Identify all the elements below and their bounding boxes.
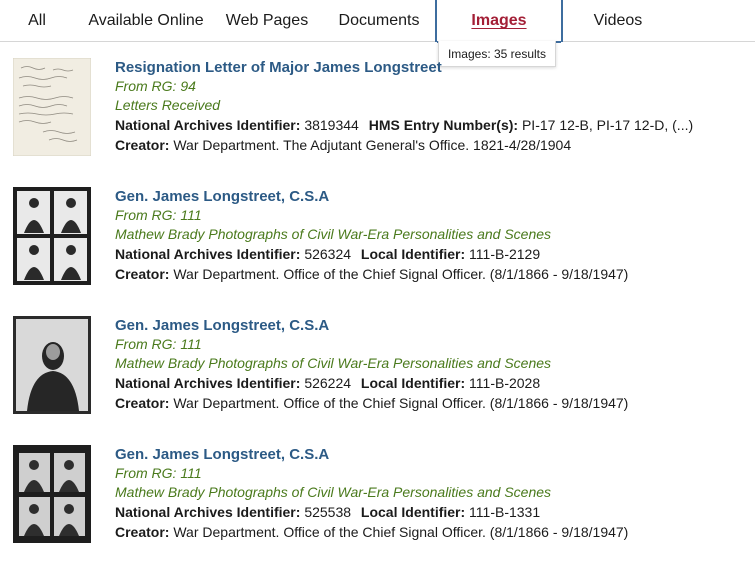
search-result (0, 445, 755, 555)
creator-value: War Department. The Adjutant General's Office. 1821-4/28/1904 (173, 137, 572, 153)
four-portrait-thumbnail[interactable] (13, 187, 91, 285)
creator (115, 522, 745, 542)
result-info (115, 316, 745, 413)
result-info (115, 187, 745, 284)
identifiers (115, 373, 745, 393)
tab-all[interactable]: All (28, 12, 46, 29)
series-name: Letters Received (115, 97, 221, 113)
result-info (115, 58, 745, 155)
series-name: Mathew Brady Photographs of Civil War-Era Personalities and Scenes (115, 484, 552, 500)
na-id-value: 525538 (304, 504, 352, 520)
local-id-label: Local Identifier: (360, 375, 466, 391)
handwritten-letter-thumbnail[interactable] (13, 58, 91, 156)
search-result (0, 187, 755, 297)
result-title-link[interactable]: Gen. James Longstreet, C.S.A (115, 188, 330, 205)
results-count-tooltip: Images: 35 results (438, 41, 556, 67)
tab-images[interactable]: Images (435, 0, 563, 42)
creator (115, 393, 745, 413)
single-portrait-photo-icon (13, 316, 91, 414)
na-id-label: National Archives Identifier: (115, 117, 301, 133)
four-portrait-photo-icon (13, 445, 91, 543)
creator-label: Creator: (115, 524, 170, 540)
tab-available-online[interactable]: Available Online (88, 12, 204, 29)
local-id-label: Local Identifier: (360, 246, 466, 262)
search-result (0, 316, 755, 426)
tab-documents[interactable]: Documents (338, 12, 420, 29)
hms-entry-value: PI-17 12-B, PI-17 12-D, (...) (521, 117, 694, 133)
na-id-value: 526224 (304, 375, 352, 391)
creator (115, 264, 745, 284)
na-id-value: 3819344 (304, 117, 359, 133)
four-portrait-thumbnail[interactable] (13, 445, 91, 543)
creator-label: Creator: (115, 266, 170, 282)
record-group: From RG: 111 (115, 207, 202, 223)
na-id-label: National Archives Identifier: (115, 246, 301, 262)
record-group: From RG: 111 (115, 465, 202, 481)
creator-value: War Department. Office of the Chief Signal Officer. (8/1/1866 - 9/18/1947) (173, 524, 629, 540)
local-id-value: 111-B-1331 (469, 504, 541, 520)
local-id-value: 111-B-2028 (469, 375, 541, 391)
single-portrait-thumbnail[interactable] (13, 316, 91, 414)
tab-web-pages[interactable]: Web Pages (225, 12, 309, 29)
result-title-link[interactable]: Gen. James Longstreet, C.S.A (115, 446, 330, 463)
hms-entry-label: HMS Entry Number(s): (368, 117, 519, 133)
series-name: Mathew Brady Photographs of Civil War-Era Personalities and Scenes (115, 355, 552, 371)
na-id-label: National Archives Identifier: (115, 504, 301, 520)
creator-value: War Department. Office of the Chief Signal Officer. (8/1/1866 - 9/18/1947) (173, 395, 629, 411)
identifiers (115, 115, 745, 135)
series-name: Mathew Brady Photographs of Civil War-Era Personalities and Scenes (115, 226, 552, 242)
creator-label: Creator: (115, 395, 170, 411)
creator (115, 135, 745, 155)
creator-label: Creator: (115, 137, 170, 153)
na-id-label: National Archives Identifier: (115, 375, 301, 391)
tab-videos[interactable]: Videos (593, 12, 643, 29)
identifiers (115, 244, 745, 264)
result-title-link[interactable]: Gen. James Longstreet, C.S.A (115, 317, 330, 334)
result-info (115, 445, 745, 542)
creator-value: War Department. Office of the Chief Signal Officer. (8/1/1866 - 9/18/1947) (173, 266, 629, 282)
handwritten-letter-icon (13, 58, 91, 156)
results-tab-bar (0, 0, 755, 42)
local-id-value: 111-B-2129 (469, 246, 541, 262)
search-result (0, 58, 755, 168)
four-portrait-photo-icon (13, 187, 91, 285)
result-title-link[interactable]: Resignation Letter of Major James Longstreet (115, 59, 442, 76)
identifiers (115, 502, 745, 522)
na-id-value: 526324 (304, 246, 352, 262)
local-id-label: Local Identifier: (360, 504, 466, 520)
record-group: From RG: 111 (115, 336, 202, 352)
record-group: From RG: 94 (115, 78, 196, 94)
